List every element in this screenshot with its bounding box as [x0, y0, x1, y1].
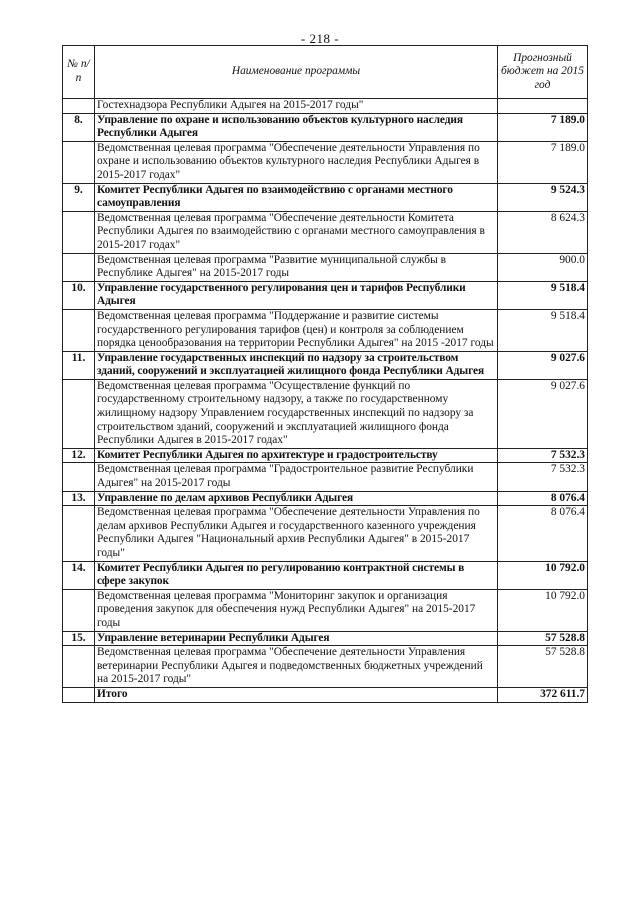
row-name: Ведомственная целевая программа "Поддержание и развитие системы государственного регулирования тарифов (цен) и контроля за соблюдением порядка ценообразования на территории Республики Адыгея" на 2015 -2017 годы — [95, 309, 498, 351]
row-num — [63, 309, 95, 351]
row-budget: 57 528.8 — [498, 646, 588, 688]
row-num: 14. — [63, 561, 95, 589]
agency-row — [63, 491, 588, 506]
program-row — [63, 309, 588, 351]
agency-row — [63, 561, 588, 589]
agency-row — [63, 631, 588, 646]
row-budget: 10 792.0 — [498, 589, 588, 631]
row-budget: 9 027.6 — [498, 351, 588, 379]
row-name: Ведомственная целевая программа "Мониторинг закупок и организация проведения закупок для обеспечения нужд Республики Адыгея" на 2015-2017 годы — [95, 589, 498, 631]
row-budget: 900.0 — [498, 253, 588, 281]
row-name: Ведомственная целевая программа "Обеспечение деятельности Управления по делам архивов Республики Адыгея и государственного казенного учреждения Республики Адыгея "Национальный архив Республики Адыгея" в 2015-2017 годы" — [95, 506, 498, 561]
row-num — [63, 379, 95, 448]
row-budget: 7 189.0 — [498, 113, 588, 141]
row-budget: 8 076.4 — [498, 506, 588, 561]
row-budget: 9 518.4 — [498, 281, 588, 309]
row-num: 10. — [63, 281, 95, 309]
header-num: № п/п — [63, 46, 95, 99]
budget-table — [62, 45, 588, 703]
program-row — [63, 646, 588, 688]
row-num: 15. — [63, 631, 95, 646]
row-num: 12. — [63, 448, 95, 463]
row-name: Ведомственная целевая программа "Осуществление функций по государственному строительному надзору, а также по государственному жилищному надзору Управлением государственных инспекций по надзору за строительством зданий, сооружений и эксплуатацией жилищного фонда Республики Адыгея в 2015-2017 годах" — [95, 379, 498, 448]
row-budget: 7 532.3 — [498, 463, 588, 491]
row-num: 13. — [63, 491, 95, 506]
program-row — [63, 463, 588, 491]
program-row — [63, 589, 588, 631]
row-num — [63, 141, 95, 183]
row-name: Ведомственная целевая программа "Обеспечение деятельности Управления по охране и использованию объектов культурного наследия Республики Адыгея в 2015-2017 годах" — [95, 141, 498, 183]
row-name: Комитет Республики Адыгея по регулированию контрактной системы в сфере закупок — [95, 561, 498, 589]
row-name: Управление государственных инспекций по надзору за строительством зданий, сооружений и эксплуатацией жилищного фонда Республики Адыгея — [95, 351, 498, 379]
row-num — [63, 589, 95, 631]
total-row — [63, 687, 588, 702]
program-row — [63, 253, 588, 281]
agency-row — [63, 351, 588, 379]
row-name: Ведомственная целевая программа "Обеспечение деятельности Комитета Республики Адыгея по взаимодействию с органами местного самоуправления в 2015-2017 годах" — [95, 211, 498, 253]
row-budget: 7 189.0 — [498, 141, 588, 183]
row-budget: 8 076.4 — [498, 491, 588, 506]
row-budget: 9 524.3 — [498, 183, 588, 211]
row-name: Управление ветеринарии Республики Адыгея — [95, 631, 498, 646]
header-budget: Прогнозный бюджет на 2015 год — [498, 46, 588, 99]
row-budget: 9 027.6 — [498, 379, 588, 448]
row-num — [63, 253, 95, 281]
row-num: 11. — [63, 351, 95, 379]
row-budget: 372 611.7 — [498, 687, 588, 702]
row-budget — [498, 99, 588, 114]
row-name: Управление государственного регулирования цен и тарифов Республики Адыгея — [95, 281, 498, 309]
header-name: Наименование программы — [95, 46, 498, 99]
page-number: - 218 - — [300, 31, 340, 46]
row-budget: 8 624.3 — [498, 211, 588, 253]
continuation-row — [63, 99, 588, 114]
table-body — [63, 99, 588, 703]
agency-row — [63, 448, 588, 463]
row-name: Итого — [95, 687, 498, 702]
row-num — [63, 211, 95, 253]
row-num — [63, 646, 95, 688]
agency-row — [63, 281, 588, 309]
row-name: Ведомственная целевая программа "Градостроительное развитие Республики Адыгея" на 2015-2017 годы — [95, 463, 498, 491]
row-num — [63, 687, 95, 702]
row-budget: 9 518.4 — [498, 309, 588, 351]
row-num — [63, 99, 95, 114]
program-row — [63, 141, 588, 183]
row-name: Гостехнадзора Республики Адыгея на 2015-2017 годы" — [95, 99, 498, 114]
row-num: 9. — [63, 183, 95, 211]
row-num — [63, 506, 95, 561]
row-name: Управление по охране и использованию объектов культурного наследия Республики Адыгея — [95, 113, 498, 141]
agency-row — [63, 183, 588, 211]
row-name: Комитет Республики Адыгея по взаимодействию с органами местного самоуправления — [95, 183, 498, 211]
agency-row — [63, 113, 588, 141]
row-name: Комитет Республики Адыгея по архитектуре и градостроительству — [95, 448, 498, 463]
row-name: Ведомственная целевая программа "Развитие муниципальной службы в Республике Адыгея" на 2015-2017 годы — [95, 253, 498, 281]
row-num: 8. — [63, 113, 95, 141]
row-name: Ведомственная целевая программа "Обеспечение деятельности Управления ветеринарии Республики Адыгея и подведомственных бюджетных учреждений на 2015-2017 годы" — [95, 646, 498, 688]
program-row — [63, 379, 588, 448]
program-row — [63, 506, 588, 561]
program-row — [63, 211, 588, 253]
row-num — [63, 463, 95, 491]
row-budget: 10 792.0 — [498, 561, 588, 589]
row-budget: 7 532.3 — [498, 448, 588, 463]
row-budget: 57 528.8 — [498, 631, 588, 646]
row-name: Управление по делам архивов Республики Адыгея — [95, 491, 498, 506]
table-header-row — [63, 46, 588, 99]
